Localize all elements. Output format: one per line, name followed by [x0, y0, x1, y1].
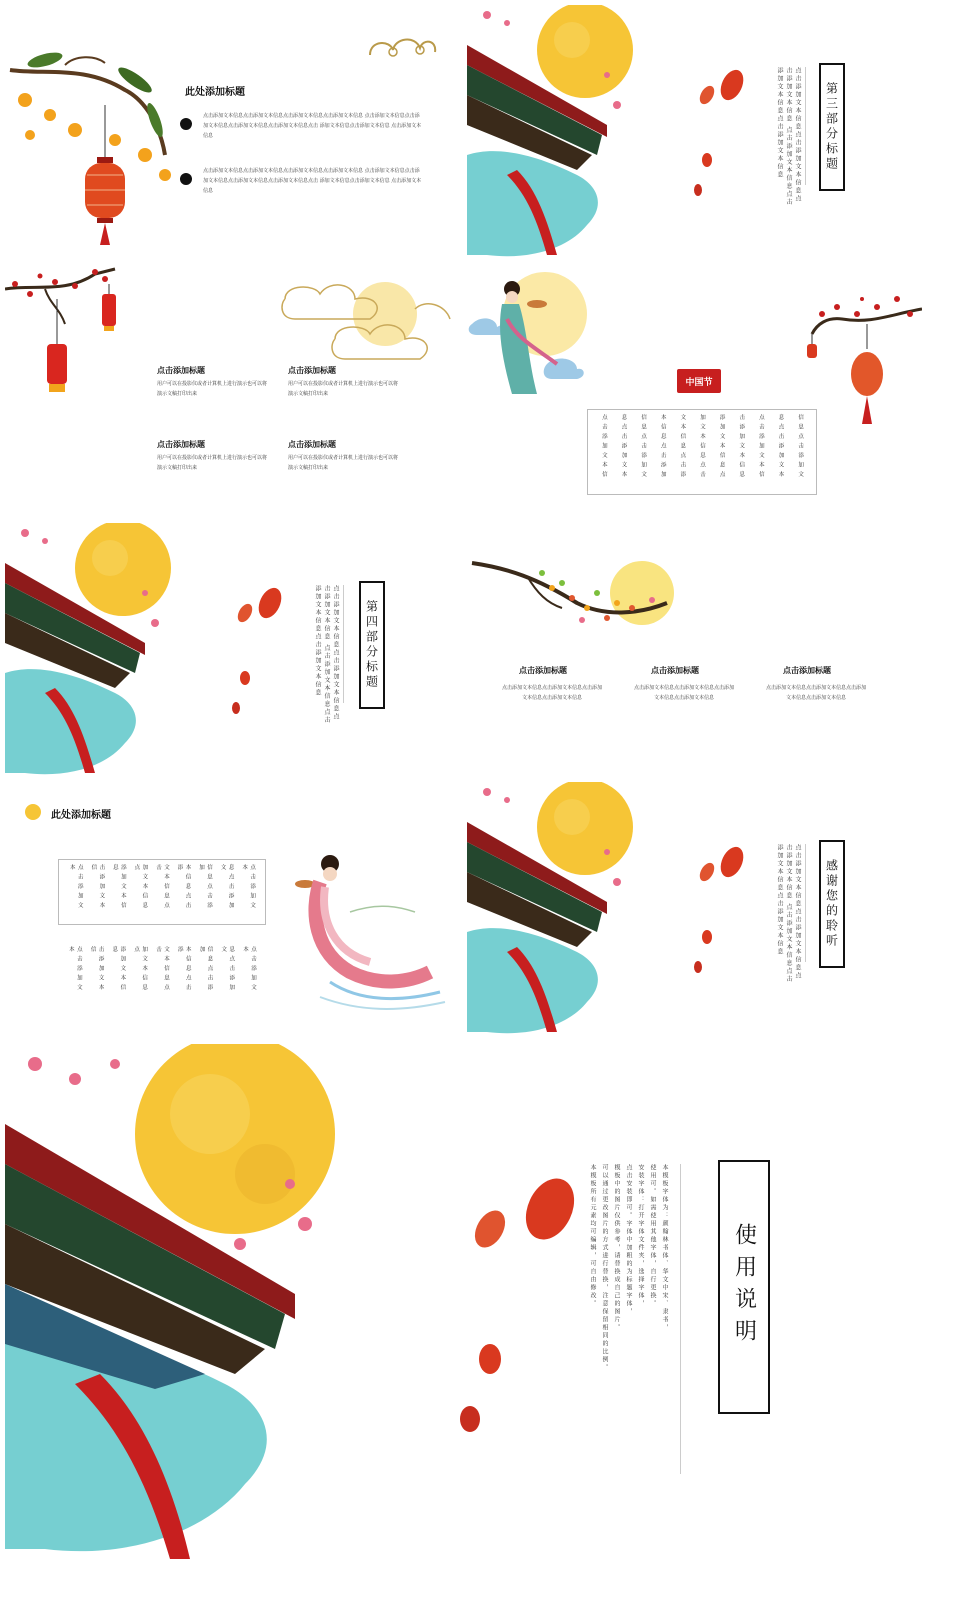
slide5-body-text: 点击添加文本信息点击添加文本信息点击添加文本信息 点击添加文本信息点击添加文本信息点击添加文本信息 — [314, 585, 339, 725]
moon-palace-roof-illustration — [467, 782, 637, 1037]
s6-item3-desc: 点击添加文本信息点击添加文本信息点击添加文本信息点击添加文本信息 — [765, 685, 866, 701]
slide-8 — [467, 782, 922, 1037]
grid-column: 本信息点击添加 — [659, 414, 666, 481]
usage-notes — [588, 1164, 669, 1494]
grid-column: 信息点击添加文 — [640, 414, 647, 481]
grid-column: 信息点击添加文 — [797, 414, 804, 481]
s3-item2-title: 点击添加标题 — [288, 366, 336, 375]
plum-branch-lantern-illustration — [802, 279, 922, 429]
grid-column: 点击添加文本信 — [757, 414, 764, 481]
grid-column: 点击添加文本 — [68, 864, 83, 912]
s3-item3-desc: 用户可以在投影仪或者计算机上进行演示也可以将演示文稿打印出来 — [157, 455, 268, 471]
grid-column: 击添加文本信 — [90, 864, 105, 912]
s3-item1-desc: 用户可以在投影仪或者计算机上进行演示也可以将演示文稿打印出来 — [157, 381, 268, 397]
slide-4 — [467, 264, 922, 519]
grid-column: 加文本信息点 — [133, 946, 148, 994]
grid-column: 点击添加文本 — [242, 946, 256, 994]
usage-column: 本模板字体为：颜翰林书体、华文中宋、隶书， — [661, 1164, 668, 1332]
s6-item3-title: 点击添加标题 — [783, 666, 831, 675]
slide5-heading: 第四部分标题 — [359, 581, 385, 709]
usage-column: 本模板所有元素均可编辑，可自由修改。 — [589, 1164, 596, 1308]
s3-item4-title: 点击添加标题 — [288, 440, 336, 449]
grid-column: 文本信息点击 — [154, 946, 169, 994]
usage-column: 使用可。如需使用其他字体，自行更换。 — [649, 1164, 656, 1308]
flower-branch-lantern-illustration — [5, 45, 175, 255]
slide1-text-2: 点击添加文本信息点击添加文本信息点击添加文本信息点击添加文本信息 点击添加文本信息点击添加文本信息点击添加文本信息点击添加文本信息点击 添加文本信息点击添加文本信息 点击添加文本信息 — [203, 168, 422, 194]
ink-dot-bullet — [180, 118, 192, 130]
s3-item3-title: 点击添加标题 — [157, 440, 205, 449]
grid-column: 击添加文本信 — [89, 946, 104, 994]
grid-column: 添加文本信息 — [111, 864, 126, 912]
slide-1 — [5, 5, 460, 260]
s3-item4-desc: 用户可以在投影仪或者计算机上进行演示也可以将演示文稿打印出来 — [288, 455, 399, 471]
grid-column: 文本信息点击 — [154, 864, 169, 912]
moon-clouds-illustration — [275, 269, 460, 379]
grid-column: 添加文本信息点 — [718, 414, 725, 481]
grid-column: 本信息点击添 — [176, 946, 191, 994]
change-fairy-illustration — [290, 852, 450, 1022]
divider-line — [805, 67, 806, 185]
slide-3 — [5, 264, 460, 519]
china-festival-seal: 中国节 — [677, 369, 721, 393]
grid-column: 添加文本信息 — [111, 946, 126, 994]
grid-column: 息点击添加文本 — [620, 414, 627, 481]
grid-column: 信息点击添加 — [198, 864, 213, 912]
grid-column: 点击添加文本信 — [600, 414, 607, 481]
grid-column: 息点击添加文 — [220, 946, 235, 994]
slide7-title: 此处添加标题 — [51, 810, 111, 821]
grid-column: 息点击添加文 — [219, 864, 234, 912]
slide7-text-box — [58, 859, 266, 925]
usage-column: 安装字体：打开字体文件夹，选择字体， — [637, 1164, 644, 1308]
moon-palace-roof-illustration — [467, 5, 637, 260]
slide1-title: 此处添加标题 — [185, 87, 245, 98]
moon-icon — [23, 802, 43, 822]
change-fairy-moon-illustration — [467, 269, 587, 409]
moon-branch-illustration — [467, 548, 707, 643]
red-lanterns — [692, 65, 752, 205]
grid-column: 点击添加文本 — [67, 946, 82, 994]
slide-6 — [467, 523, 922, 778]
red-lanterns — [692, 842, 752, 982]
grid-column: 文本信息点击添 — [679, 414, 686, 481]
usage-column: 点击安装即可。字体中加粗的为标题字体， — [625, 1164, 632, 1316]
slide-2 — [467, 5, 922, 260]
moon-palace-roof-large-illustration — [5, 1044, 345, 1559]
divider-line — [680, 1164, 681, 1474]
divider-line — [805, 844, 806, 962]
cloud-ornament — [365, 30, 440, 65]
s6-item1-title: 点击添加标题 — [519, 666, 567, 675]
s6-item2-desc: 点击添加文本信息点击添加文本信息点击添加文本信息点击添加文本信息 — [633, 685, 734, 701]
slide-9 — [5, 1044, 920, 1559]
grid-column: 加文本信息点 — [133, 864, 148, 912]
grid-column: 信息点击添加 — [198, 946, 213, 994]
grid-column: 点击添加文本 — [241, 864, 256, 912]
slide8-body-text: 点击添加文本信息点击添加文本信息点击添加文本信息 点击添加文本信息点击添加文本信息点击添加文本信息 — [776, 844, 801, 984]
usage-column: 可以通过更改图片的方式进行替换，注意保留相同的比例。 — [601, 1164, 608, 1372]
slide2-body-text: 点击添加文本信息点击添加文本信息点击添加文本信息 点击添加文本信息点击添加文本信息点击添加文本信息 — [776, 67, 801, 207]
grid-column: 本信息点击添 — [176, 864, 191, 912]
s6-item1-desc: 点击添加文本信息点击添加文本信息点击添加文本信息点击添加文本信息 — [501, 685, 602, 701]
slide7-text-columns — [58, 942, 266, 1002]
slide-5 — [5, 523, 460, 778]
slide2-heading: 第三部分标题 — [819, 63, 845, 191]
slide9-heading: 使用说明 — [718, 1160, 770, 1414]
red-lanterns-large — [455, 1164, 585, 1444]
usage-column: 模板中的图片仅供参考，请替换成自己的图片。 — [613, 1164, 620, 1332]
ink-dot-bullet — [180, 173, 192, 185]
red-lanterns — [230, 583, 290, 723]
slide-7 — [5, 782, 460, 1037]
grid-column: 击添加文本信息 — [738, 414, 745, 481]
s3-item1-title: 点击添加标题 — [157, 366, 205, 375]
plum-branch-lanterns-illustration — [5, 264, 125, 404]
slide4-text-grid — [587, 409, 817, 495]
grid-column: 加文本信息点击 — [698, 414, 705, 481]
slide1-text-1: 点击添加文本信息点击添加文本信息点击添加文本信息点击添加文本信息 点击添加文本信息点击添加文本信息点击添加文本信息点击添加文本信息点击 添加文本信息点击添加文本信息 点击添加文本信息 — [203, 113, 422, 139]
moon-palace-roof-illustration — [5, 523, 175, 778]
slide8-heading: 感谢您的聆听 — [819, 840, 845, 968]
grid-column: 息点击添加文本 — [777, 414, 784, 481]
s3-item2-desc: 用户可以在投影仪或者计算机上进行演示也可以将演示文稿打印出来 — [288, 381, 399, 397]
divider-line — [343, 585, 344, 703]
s6-item2-title: 点击添加标题 — [651, 666, 699, 675]
